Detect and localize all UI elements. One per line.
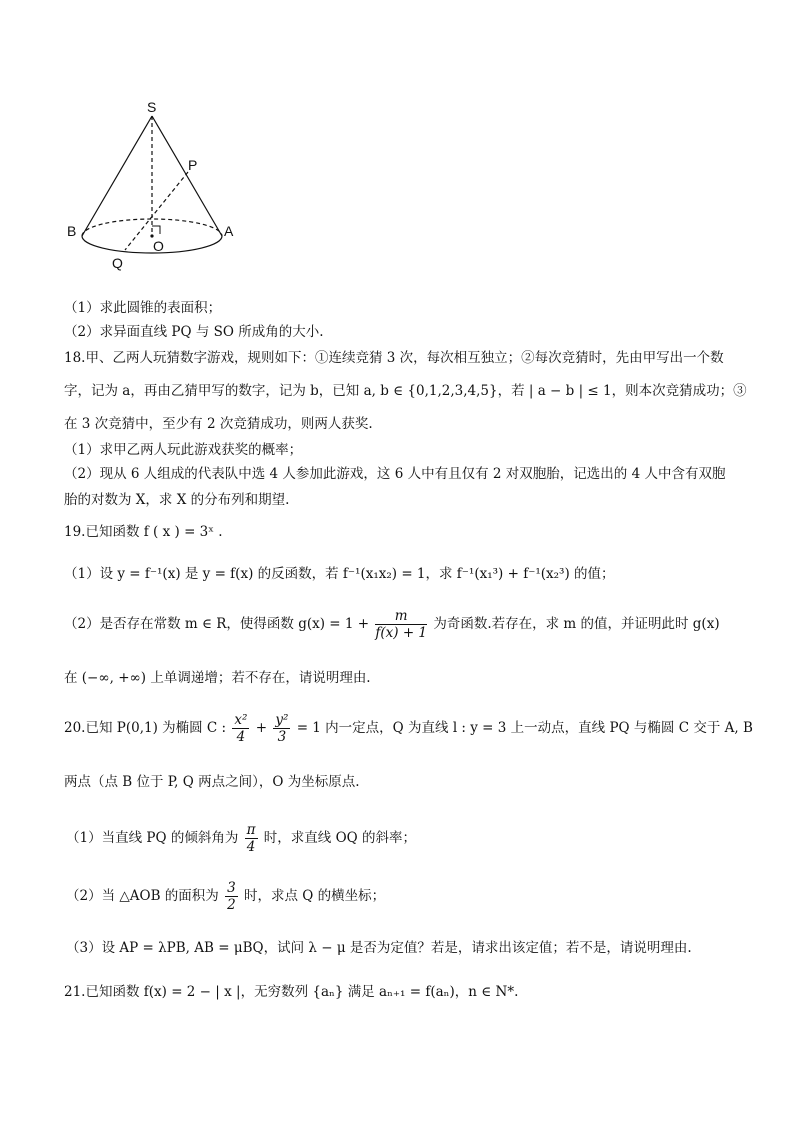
right-angle-mark xyxy=(152,226,160,234)
q19-stem: 19.已知函数 f ( x ) = 3ˣ . xyxy=(64,524,223,540)
q20-stem-post: = 1 内一定点，Q 为直线 l : y = 3 上一动点，直线 PQ 与椭圆 C 交于 A, B xyxy=(296,720,753,736)
q18-line2: 字，记为 a，再由乙猜甲写的数字，记为 b，已知 a, b ∈ {0,1,2,3,4,5}，若 | a − b | ≤ 1，则本次竞猜成功；③ xyxy=(64,383,747,399)
q20-sub1-frac-num: π xyxy=(246,822,256,838)
q20-sub2-pre: （2）当 △AOB 的面积为 xyxy=(66,888,219,904)
q18-sub1: （1）求甲乙两人玩此游戏获奖的概率； xyxy=(64,442,303,458)
q20-sub2-frac xyxy=(225,880,238,913)
q19-sub2 xyxy=(64,608,720,641)
q20-stem-line2: 两点（点 B 位于 P, Q 两点之间），O 为坐标原点. xyxy=(64,774,360,790)
q20-sub1-frac xyxy=(245,822,258,855)
q20-sub2-frac-num: 3 xyxy=(227,880,236,896)
label-o: O xyxy=(153,238,164,254)
base-front xyxy=(82,236,222,253)
q17-sub1: （1）求此圆锥的表面积； xyxy=(64,300,222,316)
edge-sb xyxy=(82,116,152,236)
q20-sub2-frac-den: 2 xyxy=(227,897,236,913)
q18-line3: 在 3 次竞猜中，至少有 2 次竞猜成功，则两人获奖. xyxy=(64,416,373,432)
q20-frac-y-num: y² xyxy=(275,712,289,728)
q20-sub1-frac-den: 4 xyxy=(246,839,256,855)
label-q: Q xyxy=(112,255,123,271)
q20-sub2-post: 时，求点 Q 的横坐标； xyxy=(243,888,386,904)
label-p: P xyxy=(188,157,198,173)
q19-fraction xyxy=(375,608,427,641)
label-a: A xyxy=(224,223,234,239)
q20-stem xyxy=(64,712,753,745)
label-b: B xyxy=(67,223,77,239)
q19-sub2-line2: 在 (−∞, +∞) 上单调递增；若不存在，请说明理由. xyxy=(64,670,371,686)
q19-fraction-den: f(x) + 1 xyxy=(375,625,428,641)
q19-sub1: （1）设 y = f⁻¹(x) 是 y = f(x) 的反函数，若 f⁻¹(x₁x₂) = 1，求 f⁻¹(x₁³) + f⁻¹(x₂³) 的值； xyxy=(64,566,615,582)
q20-plus: + xyxy=(255,720,268,736)
q21-stem: 21.已知函数 f(x) = 2 − | x |，无穷数列 {aₙ} 满足 aₙ₊₁ = f(aₙ)，n ∈ N*. xyxy=(64,984,519,1000)
q20-sub1 xyxy=(66,822,416,855)
q20-frac-y-den: 3 xyxy=(277,729,287,745)
q18-sub2-line2: 胎的对数为 X，求 X 的分布列和期望. xyxy=(64,492,290,508)
q20-sub2 xyxy=(66,880,385,913)
q19-sub2-pre: （2）是否存在常数 m ∈ R，使得函数 g(x) = 1 + xyxy=(64,616,370,632)
q20-sub1-post: 时，求直线 OQ 的斜率； xyxy=(263,830,417,846)
q18-line1: 18.甲、乙两人玩猜数字游戏，规则如下：①连续竞猜 3 次，每次相互独立；②每次竞猜时，先由甲写出一个数 xyxy=(64,350,724,366)
q20-sub3: （3）设 AP = λPB, AB = μBQ，试问 λ − μ 是否为定值？若是，请求出该定值；若不是，请说明理由. xyxy=(66,940,692,956)
q17-sub2: （2）求异面直线 PQ 与 SO 所成角的大小. xyxy=(64,324,324,340)
edge-sa xyxy=(152,116,222,236)
q20-sub1-pre: （1）当直线 PQ 的倾斜角为 xyxy=(66,830,239,846)
label-s: S xyxy=(147,99,157,115)
q19-fraction-num: m xyxy=(375,608,427,625)
q20-frac-x-num: x² xyxy=(234,712,248,728)
q20-frac-x xyxy=(232,712,249,745)
q19-sub2-post: 为奇函数.若存在，求 m 的值，并证明此时 g(x) xyxy=(433,616,720,632)
q20-frac-x-den: 4 xyxy=(236,729,246,745)
cone-figure xyxy=(60,98,250,278)
q20-frac-y xyxy=(273,712,290,745)
q18-sub2-line1: （2）现从 6 人组成的代表队中选 4 人参加此游戏，这 6 人中有且仅有 2 对双胞胎，记选出的 4 人中含有双胞 xyxy=(64,466,726,482)
q20-stem-pre: 20.已知 P(0,1) 为椭圆 C : xyxy=(64,720,227,736)
